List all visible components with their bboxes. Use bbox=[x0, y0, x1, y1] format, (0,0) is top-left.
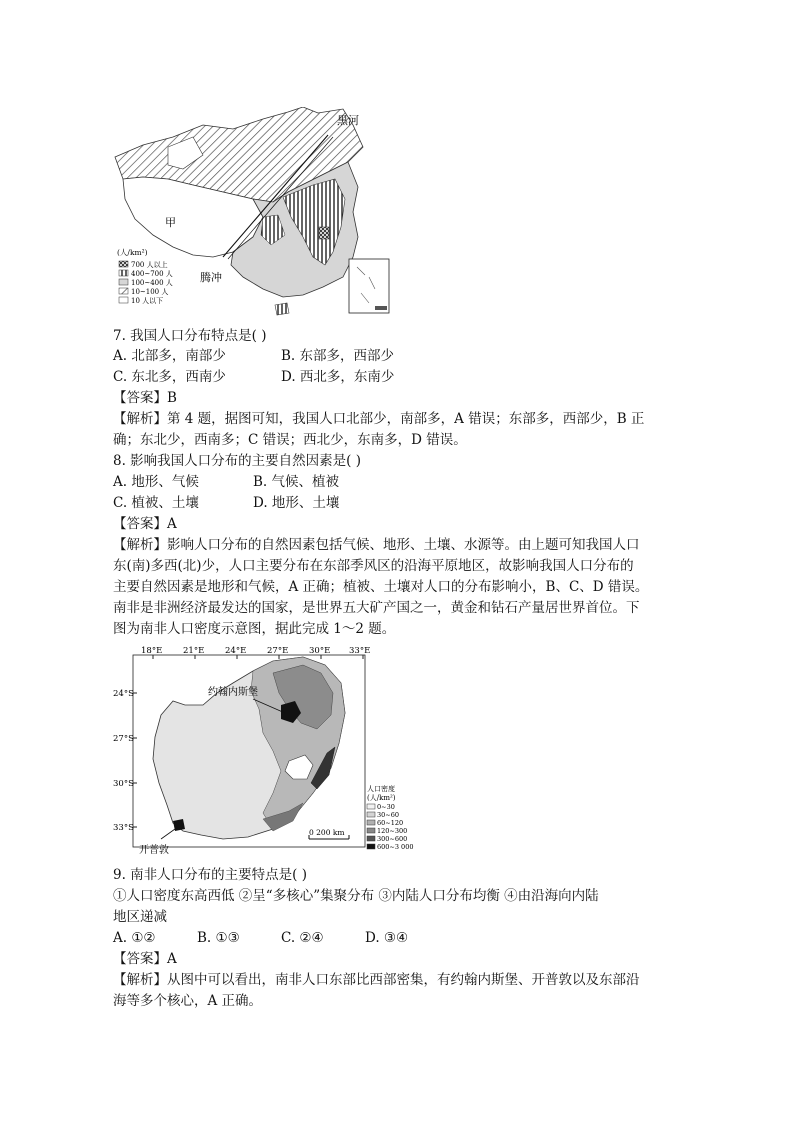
q8-option-c: C. 植被、土壤 bbox=[113, 495, 199, 511]
legend-item: 10~100 人 bbox=[131, 288, 169, 296]
q7-option-c: C. 东北多，西南少 bbox=[113, 369, 226, 385]
lat-label: 30°S bbox=[113, 779, 134, 789]
legend2-item: 30~60 bbox=[377, 811, 399, 819]
q8-analysis-line: 【解析】影响人口分布的自然因素包括气候、地形、土壤、水源等。由上题可知我国人口 bbox=[113, 537, 640, 553]
china-population-map bbox=[113, 107, 398, 317]
q9-options-row bbox=[113, 929, 408, 947]
legend-item: 400~700 人 bbox=[131, 270, 173, 278]
label-heihe: 黑河 bbox=[337, 114, 359, 127]
q8-answer: 【答案】A bbox=[113, 516, 177, 532]
legend-item: 10 人以下 bbox=[131, 297, 164, 305]
legend-unit: (人/km²) bbox=[117, 248, 148, 257]
legend2-item: 600~3 000 bbox=[377, 843, 414, 851]
lat-label: 27°S bbox=[113, 734, 134, 744]
q9-answer: 【答案】A bbox=[113, 951, 177, 967]
map-inset bbox=[349, 259, 389, 313]
q7-stem: 7. 我国人口分布特点是( ) bbox=[113, 328, 267, 344]
lat-label: 33°S bbox=[113, 823, 134, 833]
scale-label: 0 200 km bbox=[309, 828, 345, 837]
q8-option-d: D. 地形、土壤 bbox=[253, 495, 340, 511]
label-capetown: 开普敦 bbox=[139, 845, 169, 856]
legend-item: 700 人以上 bbox=[131, 261, 168, 269]
legend2-title: 人口密度 bbox=[367, 785, 395, 793]
map-region-dense bbox=[319, 227, 329, 239]
q8-analysis-line: 南非是非洲经济最发达的国家，是世界五大矿产国之一，黄金和钻石产量居世界首位。下 bbox=[113, 600, 640, 616]
lon-label: 18°E bbox=[141, 646, 163, 656]
q7-option-b: B. 东部多，西部少 bbox=[281, 348, 395, 364]
q8-option-b: B. 气候、植被 bbox=[253, 474, 340, 490]
map-hainan bbox=[275, 303, 289, 315]
legend2-item: 120~300 bbox=[377, 827, 408, 835]
q7-options-row1 bbox=[113, 347, 394, 365]
q7-option-a: A. 北部多，南部少 bbox=[113, 348, 226, 364]
q8-option-a: A. 地形、气候 bbox=[113, 474, 199, 490]
label-johannesburg: 约翰内斯堡 bbox=[208, 687, 258, 698]
lon-label: 33°E bbox=[349, 646, 371, 656]
q9-stem: 9. 南非人口分布的主要特点是( ) bbox=[113, 867, 307, 883]
label-tengchong: 腾冲 bbox=[200, 271, 222, 284]
q7-option-d: D. 西北多，东南少 bbox=[281, 369, 395, 385]
q8-options-row2 bbox=[113, 494, 339, 512]
q9-statements-line: ①人口密度东高西低 ②呈“多核心”集聚分布 ③内陆人口分布均衡 ④由沿海向内陆 bbox=[113, 888, 599, 904]
legend2-item: 300~600 bbox=[377, 835, 408, 843]
q7-answer: 【答案】B bbox=[113, 390, 177, 406]
q9-analysis-line: 海等多个核心，A 正确。 bbox=[113, 993, 263, 1009]
lon-label: 21°E bbox=[183, 646, 205, 656]
legend2-item: 60~120 bbox=[377, 819, 404, 827]
q9-option-a: A. ①② bbox=[113, 930, 156, 946]
q7-options-row2 bbox=[113, 368, 394, 386]
q8-stem: 8. 影响我国人口分布的主要自然因素是( ) bbox=[113, 453, 361, 469]
lat-label: 24°S bbox=[113, 689, 134, 699]
legend-item: 100~400 人 bbox=[131, 279, 173, 287]
south-africa-density-map bbox=[113, 643, 423, 858]
q9-option-d: D. ③④ bbox=[365, 930, 409, 946]
q9-option-c: C. ②④ bbox=[281, 930, 324, 946]
q9-analysis-line: 【解析】从图中可以看出，南非人口东部比西部密集，有约翰内斯堡、开普敦以及东部沿 bbox=[113, 972, 640, 988]
q9-option-b: B. ①③ bbox=[197, 930, 240, 946]
q8-analysis-line: 东(南)多西(北)少，人口主要分布在东部季风区的沿海平原地区，故影响我国人口分布的 bbox=[113, 558, 634, 574]
q8-analysis-line: 主要自然因素是地形和气候，A 正确；植被、土壤对人口的分布影响小，B、C、D 错误。 bbox=[113, 579, 649, 595]
lon-label: 30°E bbox=[309, 646, 331, 656]
legend2-item: 0~30 bbox=[377, 803, 395, 811]
q8-options-row1 bbox=[113, 473, 339, 491]
q7-analysis-line: 确；东北少，西南多；C 错误；西北少，东南多，D 错误。 bbox=[113, 432, 467, 448]
label-jia: 甲 bbox=[165, 216, 176, 229]
lon-label: 24°E bbox=[225, 646, 247, 656]
legend2-unit: (人/km²) bbox=[367, 794, 396, 802]
lon-label: 27°E bbox=[267, 646, 289, 656]
q8-analysis-line: 图为南非人口密度示意图，据此完成 1～2 题。 bbox=[113, 621, 396, 637]
q7-analysis-line: 【解析】第 4 题，据图可知，我国人口北部少，南部多，A 错误；东部多，西部少，B 正 bbox=[113, 411, 645, 427]
q9-statements-line: 地区递减 bbox=[113, 909, 167, 925]
